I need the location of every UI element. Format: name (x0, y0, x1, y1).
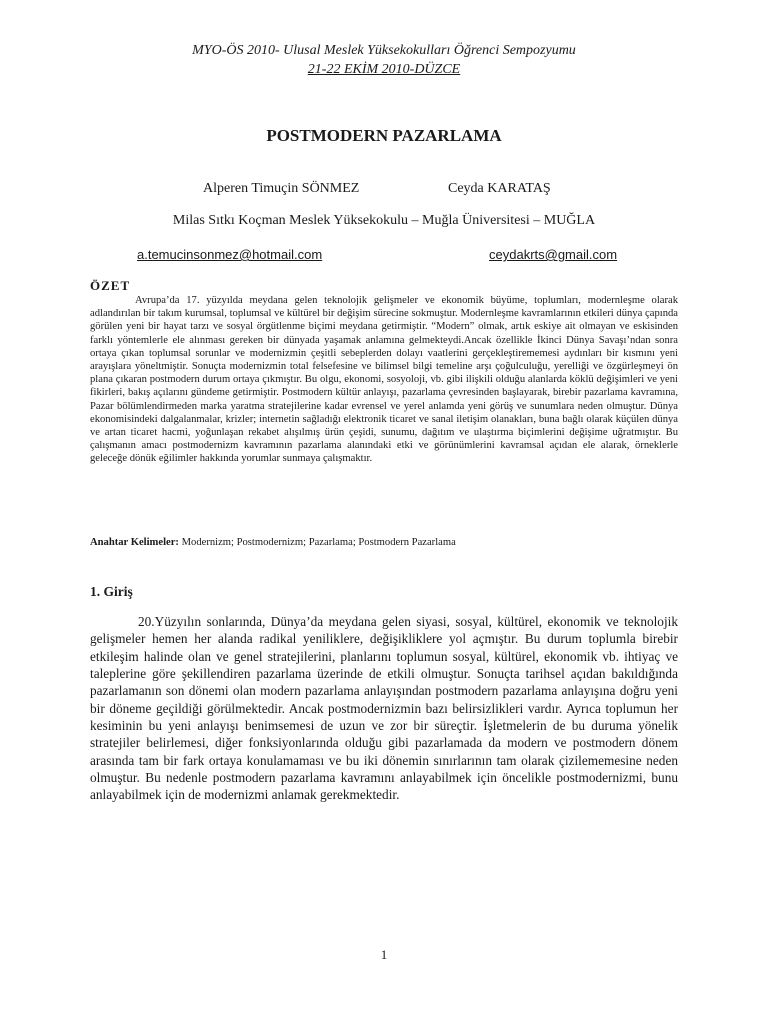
abstract-text: Avrupa’da 17. yüzyılda meydana gelen teknolojik gelişmeler ve ekonomik büyüme, toplumları, modernleşme olarak adlandırılan bir takım kurumsal, toplumsal ve kültürel bir değişim sürecine sokmuştur. Modernleşme kavramlarının etkileri dünya çapında görülen yeni bir hayat tarzı ve sosyal örgütlenme biçimi meydana getirmiştir. “Modern” olmak, artık eskiye ait olmayan ve eskisinden farklı yöntemlerle ele alınması gereken bir dünyada yaşamak anlamına gelmekteydi.Ancak özellikle İkinci Dünya Savaşı’ndan sonra ortaya çıkan toplumsal sorunlar ve modernizmin çeşitli sebeplerden dolayı vaatlerini gerçekleştirememesi aydınları bir kısmını yeni arayışlara yöneltmiştir. Sonuçta modernizmin total felsefesine ve bilimsel bilgi temeline arşı çoğulculuğu, yerelliği ve özgürleşmeyi ön plana çıkaran postmodern durum ortaya çıkmıştır. Bu olgu, ekonomi, sosyoloji, vb. gibi ilişkili olduğu alanlarda köklü değişimleri ve yeni fikirleri, bakış açılarını gündeme getirmiştir. Postmodern kültür anlayışı, pazarlama çevresinden başlayarak, birebir pazarlama kavramına, Pazar bölümlendirmeden marka yaratma stratejilerine kadar evrensel ve yerel anlamda yeni görüş ve sunumlara neden olmuştur. Dünya ekonomisindeki dalgalanmalar, krizler; internetin sağladığı elektronik ticaret ve sanal iletişim olanakları, buna bağlı olarak küçülen dünya ve artan ticaret hacmi, yoğunlaşan rekabet alışılmış ürün çeşidi, sunumu, dağıtım ve ulaştırma biçimlerini değişime uğratmıştır. Bu çalışmanın amacı postmodernizm kavramının pazarlama alanındaki etki ve görünümlerini kavramsal açıdan ele alarak, örneklerle geleceğe dönük eğilimler hakkında yorumlar sunmaya çalışmaktır. (90, 295, 678, 465)
author-email-link[interactable]: ceydakrts@gmail.com (489, 247, 618, 262)
conference-date-place (0, 62, 768, 78)
page-number: 1 (380, 947, 388, 962)
section-heading: 1. Giriş (90, 584, 133, 599)
author-affiliation: Milas Sıtkı Koçman Meslek Yüksekokulu – Muğla Üniversitesi – MUĞLA (172, 213, 596, 228)
author-email-link[interactable]: a.temucinsonmez@hotmail.com (137, 247, 323, 262)
abstract-heading: ÖZET (90, 278, 131, 293)
conference-name: MYO-ÖS 2010- Ulusal Meslek Yüksekokulları Öğrenci Sempozyumu (192, 43, 576, 58)
keywords-list: Modernizm; Postmodernizm; Pazarlama; Postmodern Pazarlama (178, 537, 456, 548)
author-name: Ceyda KARATAŞ (448, 181, 551, 196)
section-paragraph: 20.Yüzyılın sonlarında, Dünya’da meydana gelen siyasi, sosyal, kültürel, ekonomik ve teknolojik gelişmeler hemen her alanda radikal yeniliklere, değişikliklere yol açmıştır. Bu durum toplumla birebir etkileşim halinde olan ve genel stratejilerini, planlarını toplumun sosyal, kültürel, ekonomik vb. ihtiyaç ve taleplerine göre şekillendiren pazarlama üzerinde de etkili olmuştur. Sonuçta tarihsel açıdan bakıldığında pazarlamanın son dönemi olan modern pazarlama anlayışından postmodern pazarlama anlayışına doğru yeni bir döneme geçildiği görülmektedir. Ancak postmodernizmin bazı belirsizlikleri vardır. Ayrıca toplumun her kesiminin bu yeni anlayışı benimsemesi de uzun ve zor bir süreçtir. İşletmelerin de bu duruma yönelik stratejiler belirlemesi, diğer fonksiyonlarında olduğu gibi pazarlamada da modern ve postmodern dönem arasında tam bir fark ortaya konulamaması ve bu iki dönemin sınırlarının tam olarak çizilememesine neden olmuştur. Bu nedenle postmodern pazarlama kavramını anlayabilmek için öncelikle postmodernizmi, bunu anlayabilmek için de modernizmi anlamak gerekmektedir. (90, 614, 678, 803)
keywords (90, 536, 678, 550)
paper-title: POSTMODERN PAZARLAMA (266, 126, 502, 145)
keywords-label: Anahtar Kelimeler: (90, 537, 179, 548)
author-name: Alperen Timuçin SÖNMEZ (203, 181, 360, 196)
conference-date-place-text: 21-22 EKİM 2010-DÜZCE (307, 62, 461, 77)
